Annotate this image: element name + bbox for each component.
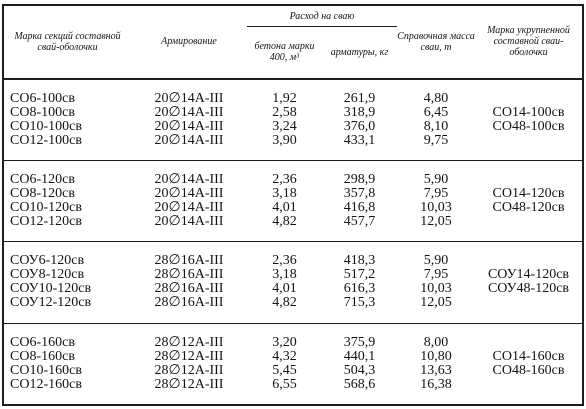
steel-values: 375,9 440,1 504,3 568,6 [322, 323, 397, 405]
header-concrete: бетона марки 400, м³ [247, 27, 322, 79]
reinforcement-values: 28∅12А-III 28∅12А-III 28∅12А-III 28∅12А-III [131, 323, 247, 405]
table-row-group [3, 242, 583, 323]
table-row-group [3, 323, 583, 405]
header-mass: Справочная масса сваи, т [397, 5, 475, 79]
mass-values: 5,90 7,95 10,03 12,05 [397, 160, 475, 241]
table-row-group [3, 160, 583, 241]
enlarged-marks: СО14-100св СО48-100св [492, 104, 565, 134]
section-marks: СО6-120св СО8-120св СО10-120св СО12-120св [3, 160, 131, 241]
section-marks: СО6-100св СО8-100св СО10-100св СО12-100св [10, 90, 82, 148]
header-mark: Марка секций составной свай-оболочки [3, 5, 131, 79]
enlarged-marks: СОУ14-120св СОУ48-120св [475, 242, 583, 323]
header-steel: арматуры, кг [322, 27, 397, 79]
steel-values: 418,3 517,2 616,3 715,3 [322, 242, 397, 323]
concrete-values: 2,36 3,18 4,01 4,82 [247, 160, 322, 241]
header-reinforcement: Армирование [131, 5, 247, 79]
steel-values: 298,9 357,8 416,8 457,7 [322, 160, 397, 241]
mass-values: 4,80 6,45 8,10 9,75 [423, 90, 449, 148]
enlarged-marks: СО14-160св СО48-160св [475, 323, 583, 405]
concrete-values: 1,92 2,58 3,24 3,90 [272, 90, 297, 148]
enlarged-marks: СО14-120св СО48-120св [475, 160, 583, 241]
header-enlarged-mark: Марка укрупненной составной сваи-оболочки [475, 5, 583, 79]
reinforcement-values: 20∅14А-III 20∅14А-III 20∅14А-III 20∅14А-III [154, 90, 224, 148]
pile-sections-table [2, 4, 584, 406]
mass-values: 8,00 10,80 13,63 16,38 [397, 323, 475, 405]
reinforcement-values: 20∅14А-III 20∅14А-III 20∅14А-III 20∅14А-III [131, 160, 247, 241]
mass-values: 5,90 7,95 10,03 12,05 [397, 242, 475, 323]
section-marks: СО6-160св СО8-160св СО10-160св СО12-160св [3, 323, 131, 405]
concrete-values: 2,36 3,18 4,01 4,82 [247, 242, 322, 323]
section-marks: СОУ6-120св СОУ8-120св СОУ10-120св СОУ12-120св [3, 242, 131, 323]
table-row-group [3, 79, 583, 161]
reinforcement-values: 28∅16А-III 28∅16А-III 28∅16А-III 28∅16А-III [131, 242, 247, 323]
steel-values: 261,9 318,9 376,0 433,1 [343, 90, 376, 148]
header-consumption: Расход на сваю [289, 10, 355, 22]
concrete-values: 3,20 4,32 5,45 6,55 [247, 323, 322, 405]
